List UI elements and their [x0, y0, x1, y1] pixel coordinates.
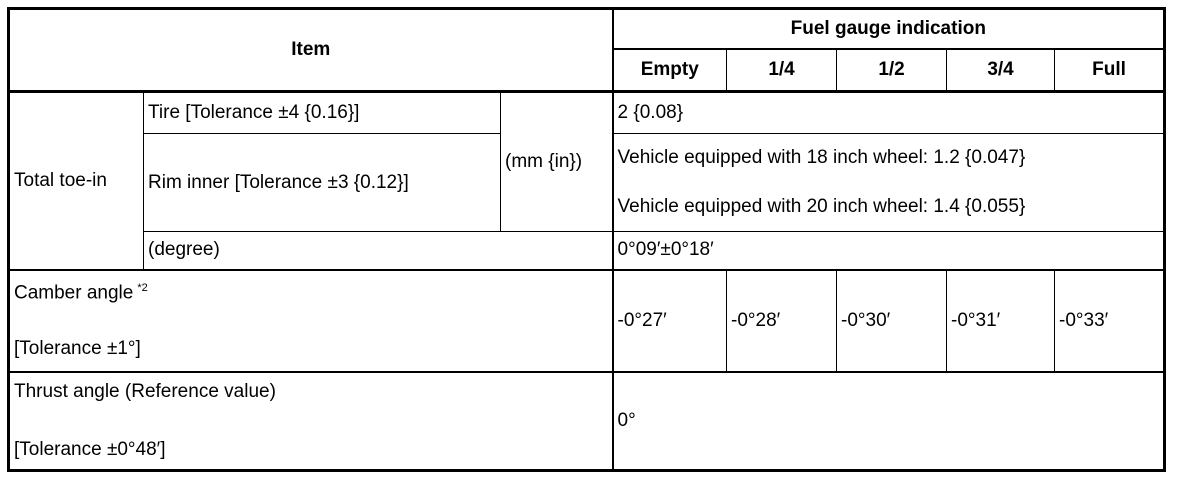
thrust-angle-title: Thrust angle (Reference value) — [14, 380, 276, 402]
level-header-full: Full — [1055, 49, 1165, 92]
camber-value-empty: -0°27′ — [613, 270, 727, 372]
item-header: Item — [9, 9, 613, 92]
camber-angle-title: Camber angle $^{*2}$ — [14, 281, 148, 303]
unit-label: (mm {in}) — [501, 92, 613, 232]
rim-inner-values — [613, 134, 1165, 232]
tire-value: 2 {0.08} — [613, 92, 1165, 134]
level-header-three-quarter: 3/4 — [947, 49, 1055, 92]
camber-value-quarter: -0°28′ — [727, 270, 837, 372]
wheel-alignment-spec-table — [7, 7, 1166, 472]
rim-inner-label: Rim inner [Tolerance ±3 {0.12}] — [144, 134, 501, 232]
total-toe-in-label: Total toe-in — [9, 92, 144, 270]
rim-value-20-inch: Vehicle equipped with 20 inch wheel: 1.4 {0.055} — [617, 195, 1026, 217]
level-header-half: 1/2 — [837, 49, 947, 92]
camber-note-marker: *2 — [137, 281, 148, 294]
camber-value-three-quarter: -0°31′ — [947, 270, 1055, 372]
rim-value-18-inch: Vehicle equipped with 18 inch wheel: 1.2 {0.047} — [617, 147, 1026, 169]
camber-value-half: -0°30′ — [837, 270, 947, 372]
thrust-angle-label-cell — [9, 372, 613, 471]
tire-label: Tire [Tolerance ±4 {0.16}] — [144, 92, 501, 134]
level-header-empty: Empty — [613, 49, 727, 92]
thrust-tolerance: [Tolerance ±0°48′] — [14, 438, 166, 460]
camber-tolerance: [Tolerance ±1°] — [14, 337, 141, 359]
camber-angle-label-cell — [9, 270, 613, 372]
fuel-gauge-header: Fuel gauge indication — [613, 9, 1165, 49]
level-header-quarter: 1/4 — [727, 49, 837, 92]
thrust-value: 0° — [613, 372, 1165, 471]
degree-label: (degree) — [144, 232, 613, 270]
degree-value: 0°09′±0°18′ — [613, 232, 1165, 270]
camber-value-full: -0°33′ — [1055, 270, 1165, 372]
